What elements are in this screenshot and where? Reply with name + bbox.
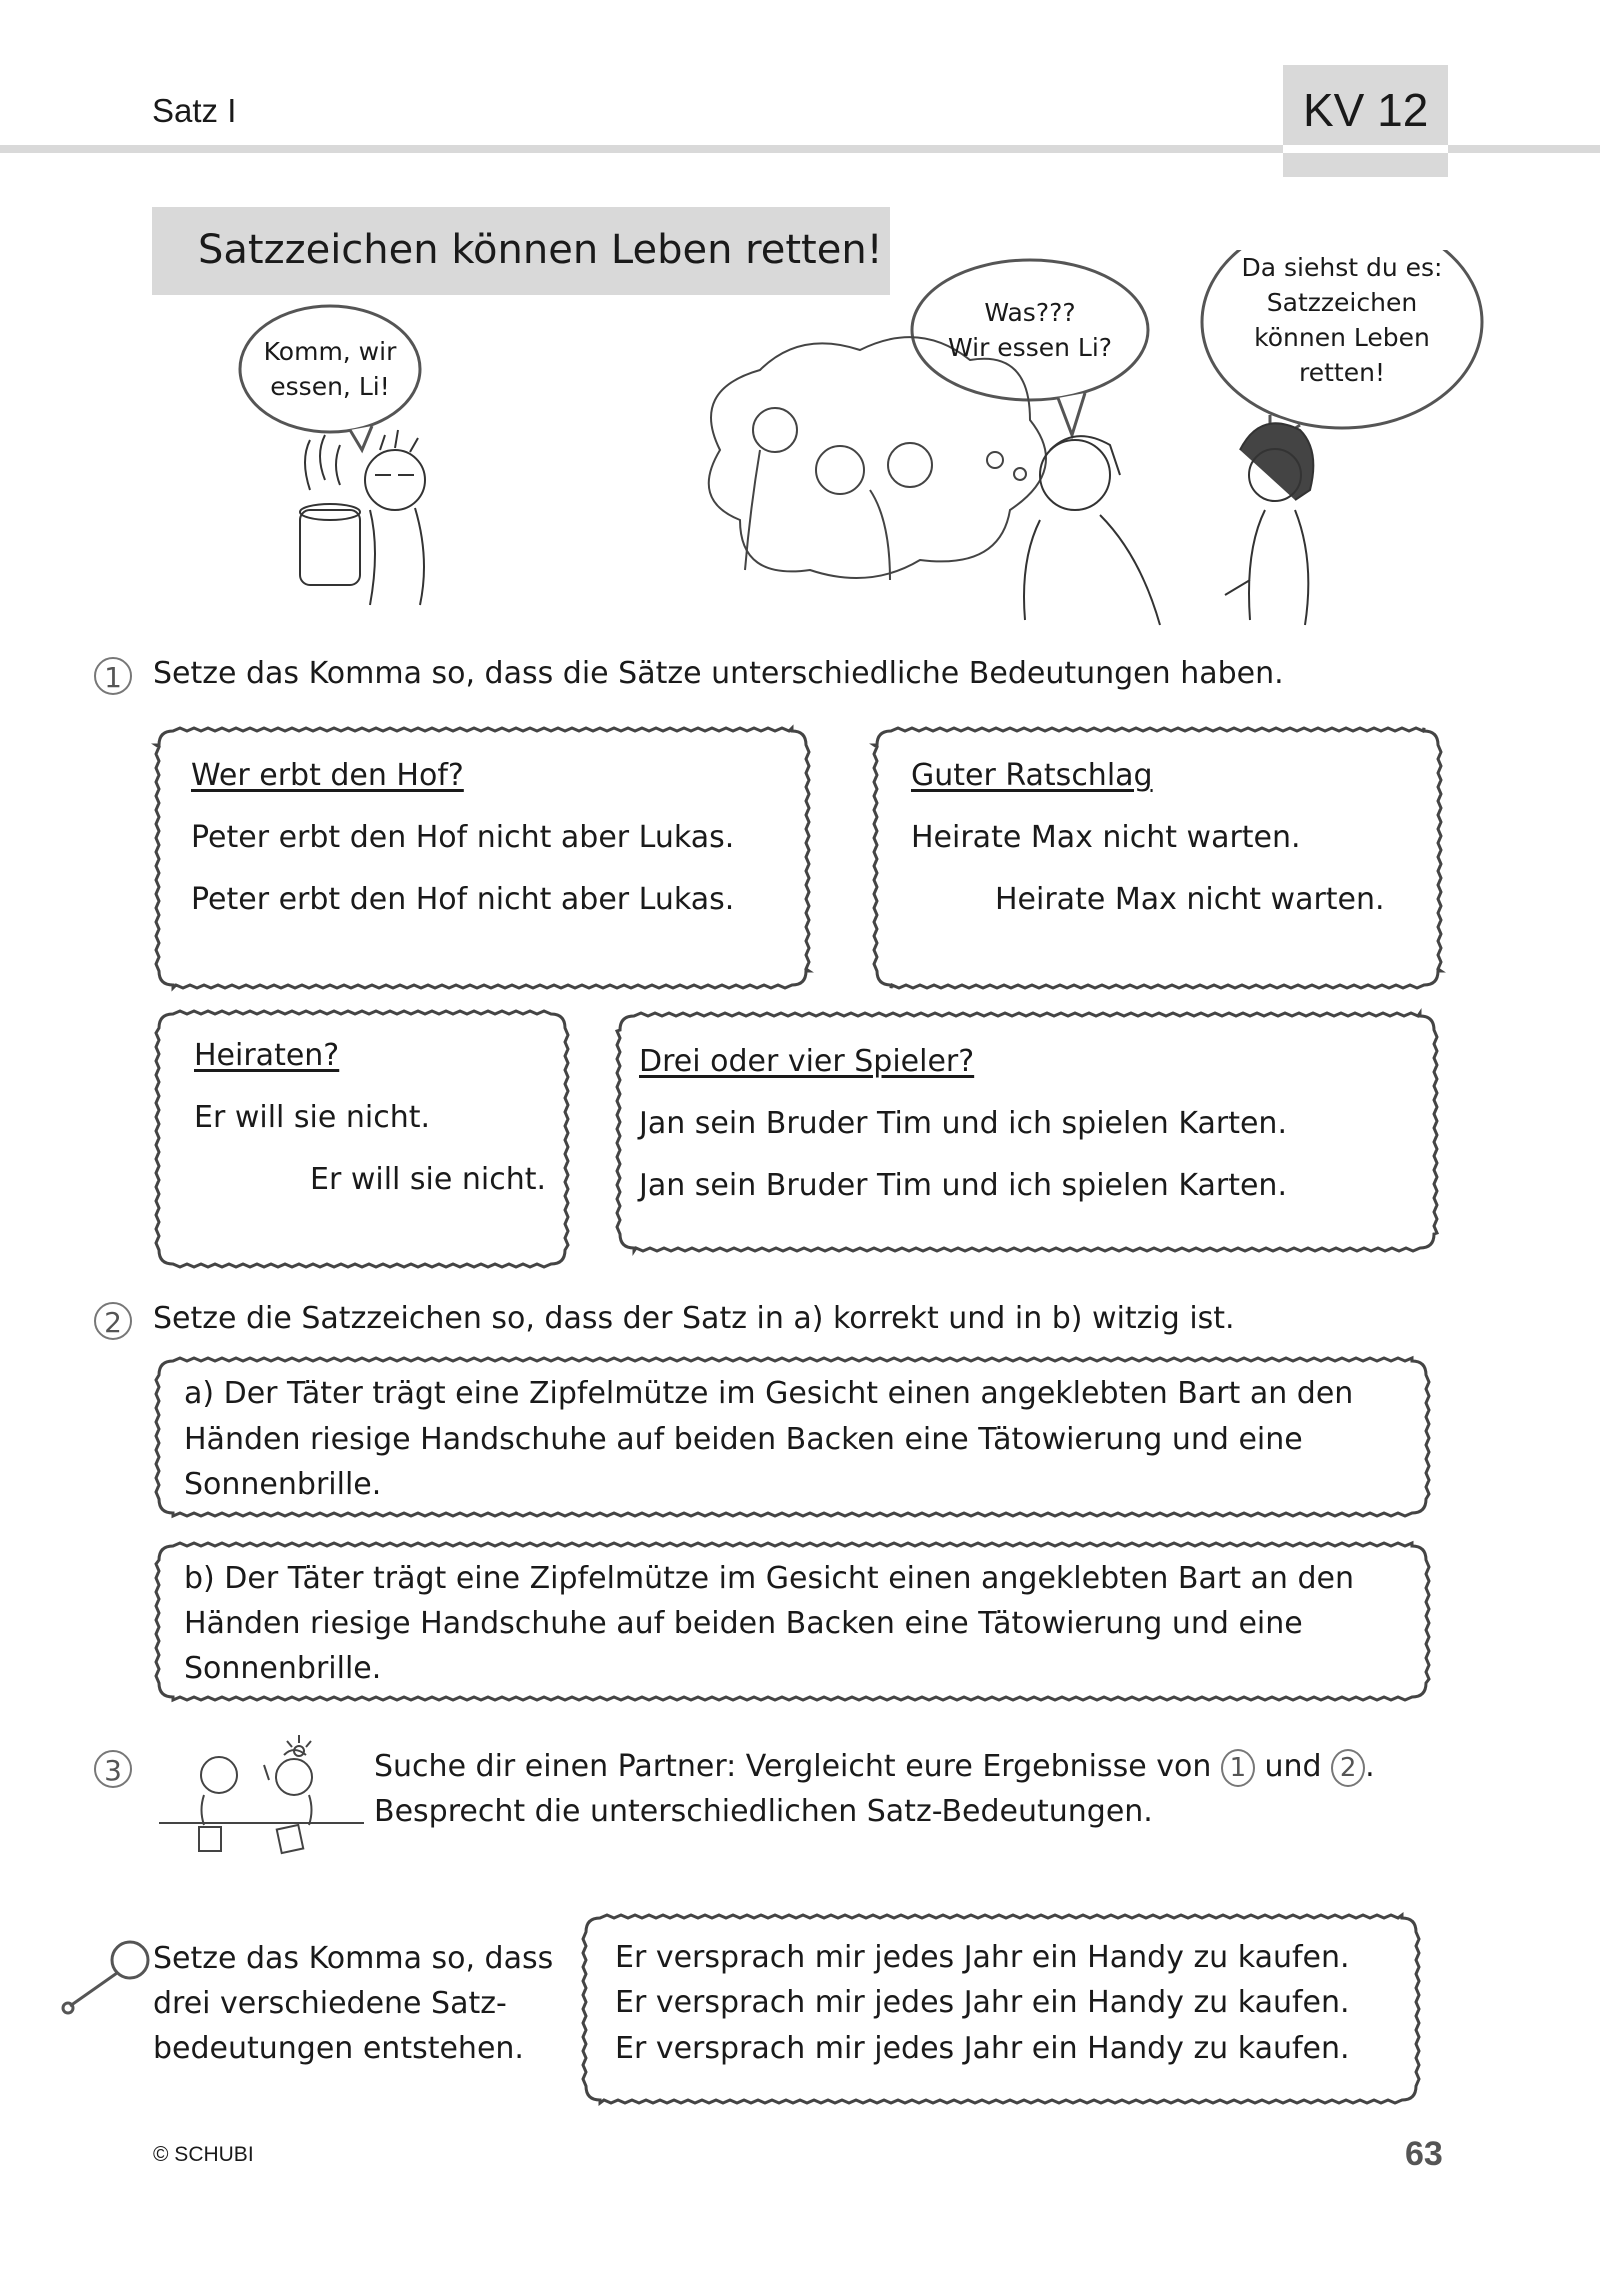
copyright: © SCHUBI bbox=[153, 2143, 254, 2166]
exercise-sentence[interactable]: Heirate Max nicht warten. bbox=[995, 882, 1385, 917]
thought-cloud-drawing bbox=[709, 337, 1046, 580]
exercise-sentence[interactable]: Er will sie nicht. bbox=[310, 1162, 547, 1197]
section-title: Satz I bbox=[152, 92, 237, 129]
exercise-box-b bbox=[159, 1546, 1426, 1697]
task-3-line-1 bbox=[374, 1744, 1375, 1789]
bubble-2-text bbox=[930, 295, 1130, 365]
bubble-line: retten! bbox=[1299, 358, 1385, 387]
task-1-instruction: Setze das Komma so, dass die Sätze unterschiedliche Bedeutungen haben. bbox=[153, 656, 1284, 691]
magnifier-icon bbox=[60, 1938, 155, 2018]
exercise-box-bonus bbox=[586, 1918, 1416, 2100]
worksheet-title: Satzzeichen können Leben retten! bbox=[198, 227, 883, 273]
bonus-instruction-line: bedeutungen entstehen. bbox=[153, 2031, 524, 2066]
exercise-box-a bbox=[159, 1361, 1426, 1513]
worksheet-code: KV 12 bbox=[1303, 84, 1429, 136]
bubble-line: Wir essen Li? bbox=[947, 333, 1113, 362]
bubble-line: können Leben bbox=[1254, 323, 1430, 352]
sentence-a-line[interactable]: Sonnenbrille. bbox=[184, 1467, 382, 1502]
task-number-3: 3 bbox=[94, 1750, 132, 1788]
task-3-text: . bbox=[1365, 1749, 1375, 1784]
bubble-line: Komm, wir bbox=[263, 337, 397, 366]
exercise-box-inheritance bbox=[159, 731, 806, 985]
sentence-a-line[interactable]: a) Der Täter trägt eine Zipfelmütze im Gesicht einen angeklebten Bart an den bbox=[184, 1376, 1354, 1411]
sentence-b-line[interactable]: Sonnenbrille. bbox=[184, 1651, 382, 1686]
exercise-sentence[interactable]: Jan sein Bruder Tim und ich spielen Karten. bbox=[639, 1168, 1287, 1203]
task-3-instruction bbox=[374, 1744, 1375, 1834]
sentence-b-line[interactable]: Händen riesige Handschuhe auf beiden Backen eine Tätowierung und eine bbox=[184, 1606, 1303, 1641]
bubble-line: essen, Li! bbox=[270, 372, 390, 401]
bonus-instruction-line: drei verschiedene Satz- bbox=[153, 1986, 507, 2021]
girl-drawing bbox=[1225, 423, 1313, 625]
exercise-sentence[interactable]: Jan sein Bruder Tim und ich spielen Karten. bbox=[639, 1106, 1287, 1141]
exercise-box-advice bbox=[877, 731, 1438, 985]
worksheet-code-badge bbox=[1283, 65, 1448, 177]
exercise-sentence[interactable]: Peter erbt den Hof nicht aber Lukas. bbox=[191, 882, 735, 917]
task-number-2: 2 bbox=[94, 1302, 132, 1340]
sentence-b-line[interactable]: b) Der Täter trägt eine Zipfelmütze im Gesicht einen angeklebten Bart an den bbox=[184, 1561, 1354, 1596]
bubble-line: Satzzeichen bbox=[1266, 288, 1418, 317]
page-number: 63 bbox=[1405, 2135, 1443, 2173]
bonus-sentence[interactable]: Er versprach mir jedes Jahr ein Handy zu kaufen. bbox=[615, 1940, 1350, 1975]
task-number-1: 1 bbox=[94, 657, 132, 695]
partners-drawing bbox=[159, 1735, 369, 1855]
task-3-text: Suche dir einen Partner: Vergleicht eure Ergebnisse von bbox=[374, 1749, 1212, 1784]
sentence-a-line[interactable]: Händen riesige Handschuhe auf beiden Backen eine Tätowierung und eine bbox=[184, 1422, 1303, 1457]
box-heading: Wer erbt den Hof? bbox=[191, 758, 464, 793]
bubble-line: Da siehst du es: bbox=[1241, 253, 1443, 282]
bubble-line: Was??? bbox=[984, 298, 1076, 327]
exercise-sentence[interactable]: Peter erbt den Hof nicht aber Lukas. bbox=[191, 820, 735, 855]
exercise-sentence[interactable]: Er will sie nicht. bbox=[194, 1100, 431, 1135]
bubble-1-text bbox=[250, 334, 410, 404]
exercise-sentence[interactable]: Heirate Max nicht warten. bbox=[911, 820, 1301, 855]
task-3-text: und bbox=[1264, 1749, 1322, 1784]
boy-with-cap-drawing bbox=[1024, 436, 1160, 625]
exercise-box-players bbox=[620, 1016, 1434, 1248]
bonus-instruction-line: Setze das Komma so, dass bbox=[153, 1941, 554, 1976]
bonus-sentence[interactable]: Er versprach mir jedes Jahr ein Handy zu kaufen. bbox=[615, 1985, 1350, 2020]
task-ref-1: 1 bbox=[1221, 1749, 1255, 1787]
box-heading: Heiraten? bbox=[194, 1038, 340, 1073]
exercise-box-marriage bbox=[159, 1014, 565, 1264]
badge-gap bbox=[1283, 145, 1448, 153]
bubble-3-text bbox=[1232, 250, 1452, 390]
task-3-line-2: Besprecht die unterschiedlichen Satz-Bedeutungen. bbox=[374, 1794, 1153, 1829]
box-heading: Guter Ratschlag bbox=[911, 758, 1153, 793]
bonus-instruction bbox=[153, 1936, 553, 2071]
bonus-sentence[interactable]: Er versprach mir jedes Jahr ein Handy zu kaufen. bbox=[615, 2031, 1350, 2066]
boy-with-pot-drawing bbox=[300, 430, 425, 605]
task-2-instruction: Setze die Satzzeichen so, dass der Satz in a) korrekt und in b) witzig ist. bbox=[153, 1301, 1235, 1336]
task-ref-2: 2 bbox=[1331, 1749, 1365, 1787]
box-heading: Drei oder vier Spieler? bbox=[639, 1044, 975, 1079]
